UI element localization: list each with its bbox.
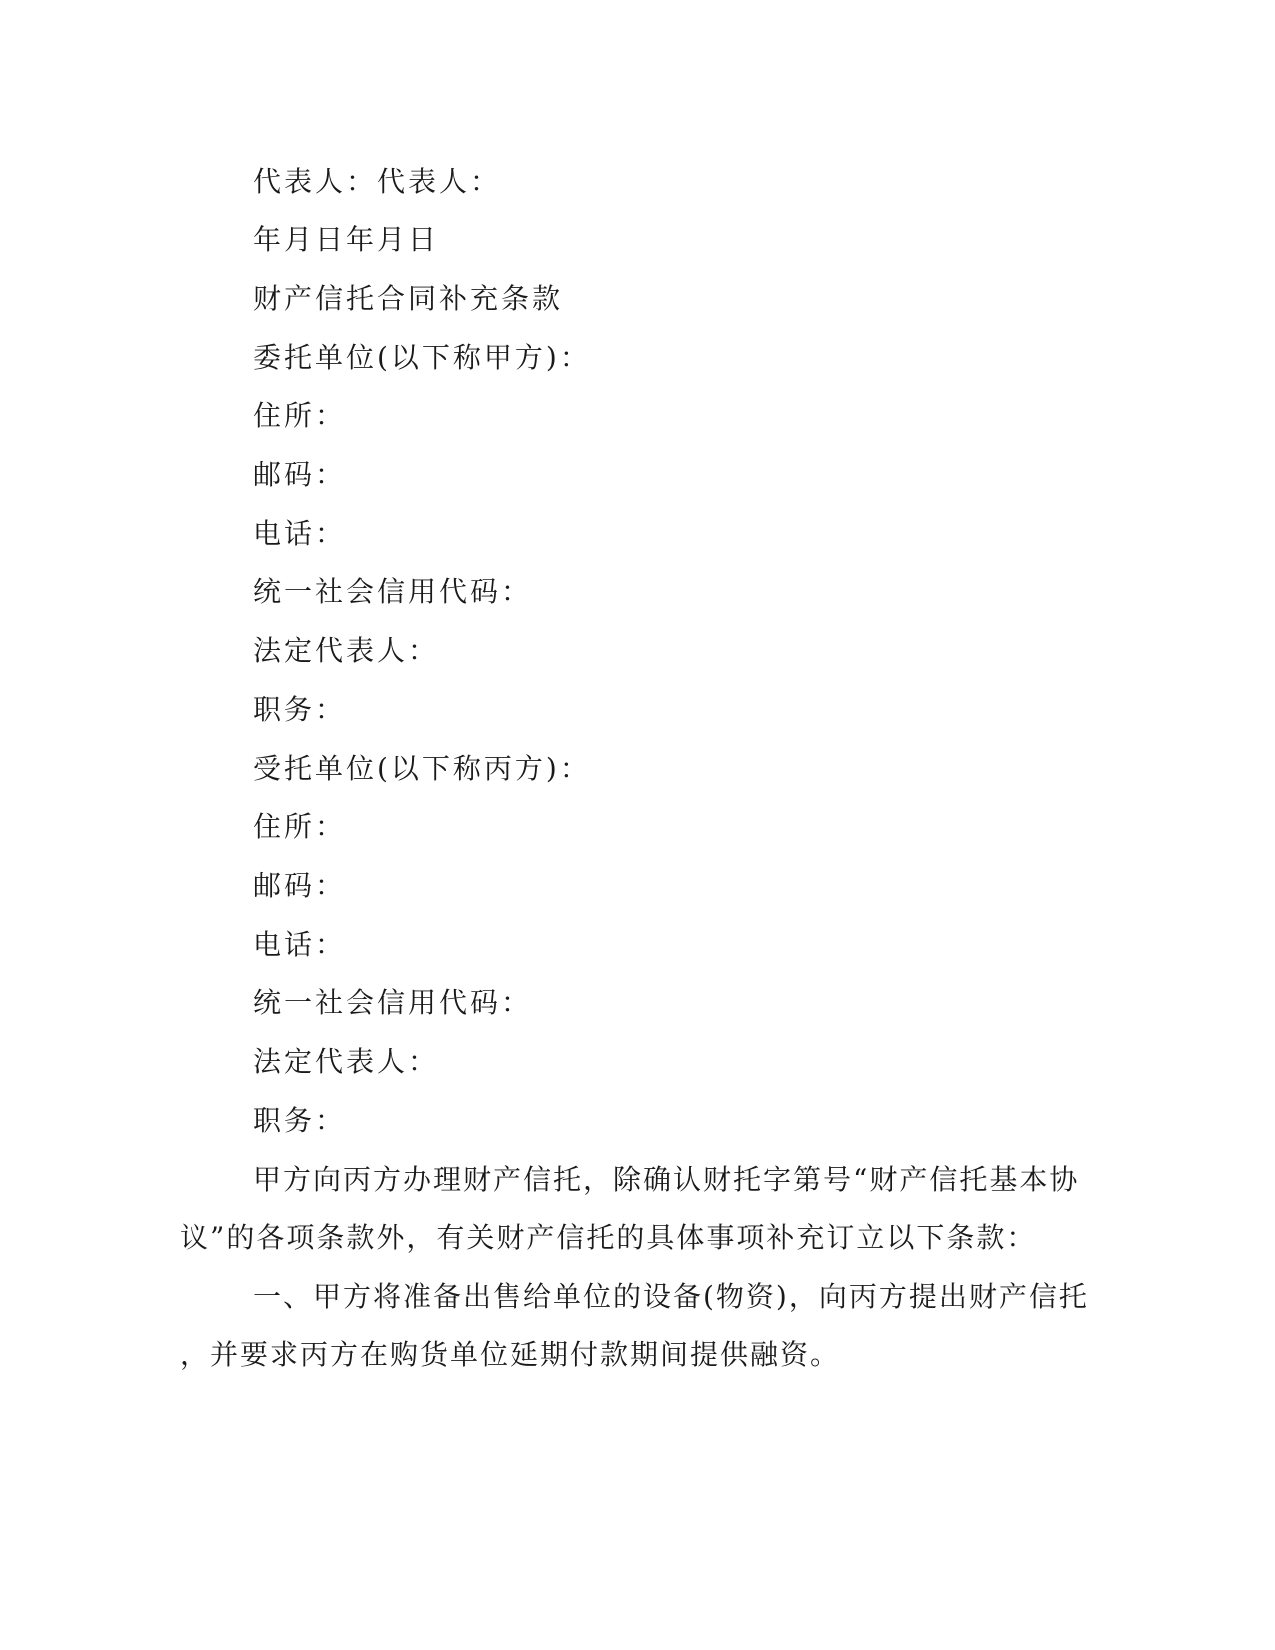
representative-line: 代表人：代表人： [253,165,502,198]
paragraph-line: ，并要求丙方在购货单位延期付款期间提供融资。 [180,1338,841,1371]
paragraph-line: 一、甲方将准备出售给单位的设备(物资)，向丙方提出财产信托 [253,1280,1089,1313]
party-a-phone: 电话： [253,517,347,550]
paragraph-line: 议”的各项条款外，有关财产信托的具体事项补充订立以下条款： [180,1221,1037,1254]
party-c-credit-code: 统一社会信用代码： [253,986,533,1019]
paragraph-line: 甲方向丙方办理财产信托，除确认财托字第号“财产信托基本协 [253,1163,1080,1196]
party-a-address: 住所： [253,399,347,432]
party-c-phone: 电话： [253,928,347,961]
party-a-postcode: 邮码： [253,458,347,491]
party-a-legal-rep: 法定代表人： [253,634,440,667]
party-c-position: 职务： [253,1104,347,1137]
party-c-address: 住所： [253,810,347,843]
section-title: 财产信托合同补充条款 [253,282,564,315]
party-a-position: 职务： [253,693,347,726]
party-a-heading: 委托单位(以下称甲方)： [253,341,591,374]
party-c-heading: 受托单位(以下称丙方)： [253,752,591,785]
party-c-legal-rep: 法定代表人： [253,1045,440,1078]
party-c-postcode: 邮码： [253,869,347,902]
party-a-credit-code: 统一社会信用代码： [253,575,533,608]
date-line: 年月日年月日 [253,223,440,256]
